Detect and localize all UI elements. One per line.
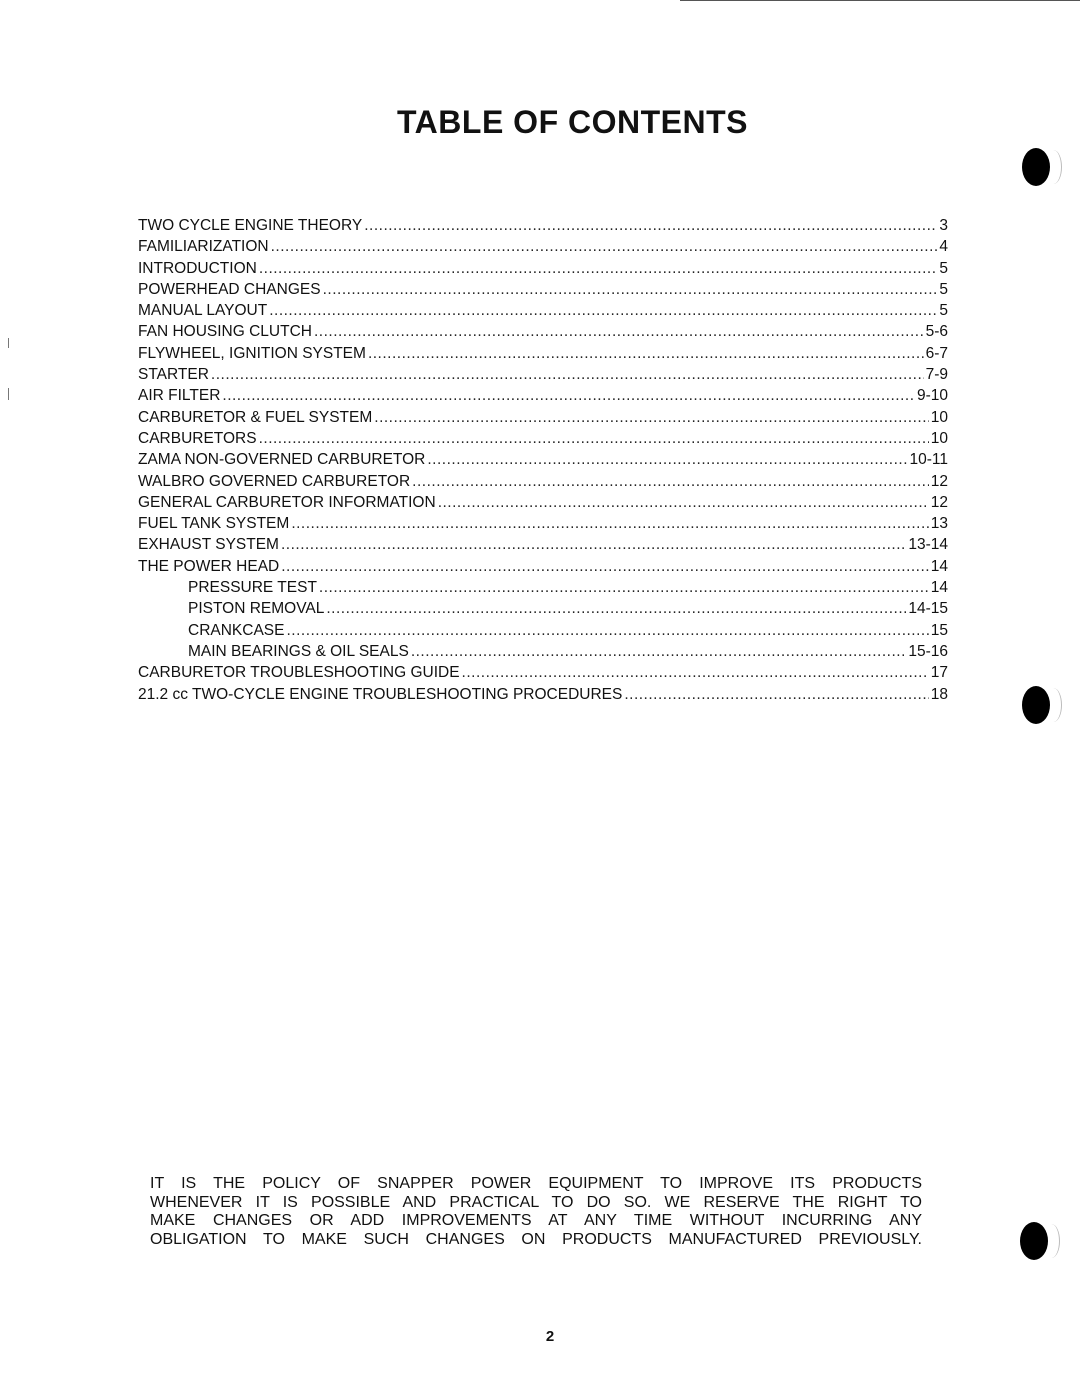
toc-dot-leader xyxy=(624,684,928,705)
toc-entry-label: GENERAL CARBURETOR INFORMATION xyxy=(138,493,436,511)
toc-entry xyxy=(138,471,948,492)
toc-entry-label: FAMILIARIZATION xyxy=(138,238,269,256)
toc-dot-leader xyxy=(222,385,915,406)
toc-dot-leader xyxy=(281,556,929,577)
toc-entry-page: 12 xyxy=(930,472,948,490)
toc-entry-page: 3 xyxy=(939,217,948,234)
toc-entry-label: POWERHEAD CHANGES xyxy=(138,280,321,298)
toc-entry xyxy=(138,449,948,470)
toc-entry-label: EXHAUST SYSTEM xyxy=(138,536,279,554)
scan-margin-mark xyxy=(8,388,9,400)
toc-entry xyxy=(138,662,948,683)
toc-entry-page: 5 xyxy=(939,280,948,298)
policy-line: MAKE CHANGES OR ADD IMPROVEMENTS AT ANY TIME WITHOUT INCURRING ANY xyxy=(150,1212,922,1229)
punch-hole-icon xyxy=(1022,148,1050,186)
toc-entry-label: FUEL TANK SYSTEM xyxy=(138,515,290,533)
toc-entry-page: 10 xyxy=(930,429,948,447)
toc-entry-label: INTRODUCTION xyxy=(138,259,257,277)
toc-dot-leader xyxy=(269,300,937,321)
toc-entry-page: 12 xyxy=(930,493,948,511)
toc-entry-page: 15-16 xyxy=(908,642,948,660)
toc-entry xyxy=(138,258,948,279)
toc-entry-page: 5-6 xyxy=(925,323,948,341)
toc-dot-leader xyxy=(462,662,929,683)
toc-entry xyxy=(138,556,948,577)
toc-dot-leader xyxy=(211,364,924,385)
toc-entry xyxy=(138,343,948,364)
toc-entry-page: 17 xyxy=(930,664,948,682)
toc-entry xyxy=(138,407,948,428)
toc-dot-leader xyxy=(259,428,929,449)
toc-dot-leader xyxy=(326,598,906,619)
toc-dot-leader xyxy=(364,215,937,236)
page-title: TABLE OF CONTENTS xyxy=(397,104,748,140)
punch-hole-icon xyxy=(1020,1222,1048,1260)
toc-dot-leader xyxy=(314,321,924,342)
toc-entry xyxy=(138,598,948,619)
toc-entry-page: 14-15 xyxy=(908,600,948,618)
toc-entry-label: CARBURETORS xyxy=(138,429,257,447)
toc-dot-leader xyxy=(271,236,938,257)
toc-dot-leader xyxy=(319,577,929,598)
toc-entry-page: 14 xyxy=(930,557,948,575)
toc-dot-leader xyxy=(291,513,928,534)
toc-entry-page: 14 xyxy=(930,579,948,597)
policy-line: OBLIGATION TO MAKE SUCH CHANGES ON PRODUCTS MANUFACTURED PREVIOUSLY. xyxy=(150,1230,922,1248)
policy-statement xyxy=(150,1175,922,1249)
toc-entry-page: 13 xyxy=(930,515,948,533)
toc-entry-page: 10 xyxy=(930,408,948,426)
toc-entry-page: 5 xyxy=(939,302,948,320)
top-edge-rule xyxy=(680,0,1080,1)
toc-entry xyxy=(138,385,948,406)
toc-dot-leader xyxy=(438,492,929,513)
toc-dot-leader xyxy=(323,279,938,300)
toc-entry-label: STARTER xyxy=(138,366,209,384)
toc-entry-page: 10-11 xyxy=(909,451,948,469)
toc-entry-label: TWO CYCLE ENGINE THEORY xyxy=(138,217,363,234)
toc-entry-label: CARBURETOR TROUBLESHOOTING GUIDE xyxy=(138,664,460,682)
toc-entry-label: MAIN BEARINGS & OIL SEALS xyxy=(188,642,409,660)
toc-entry xyxy=(138,428,948,449)
toc-entry-label: CARBURETOR & FUEL SYSTEM xyxy=(138,408,373,426)
toc-entry xyxy=(138,577,948,598)
toc-entry-label: PISTON REMOVAL xyxy=(188,600,325,618)
toc-entry-page: 4 xyxy=(939,238,948,256)
policy-line: IT IS THE POLICY OF SNAPPER POWER EQUIPMENT TO IMPROVE ITS PRODUCTS xyxy=(150,1175,922,1192)
table-of-contents xyxy=(138,215,948,705)
policy-line: WHENEVER IT IS POSSIBLE AND PRACTICAL TO DO SO. WE RESERVE THE RIGHT TO xyxy=(150,1193,922,1211)
toc-entry-page: 6-7 xyxy=(925,344,948,362)
toc-dot-leader xyxy=(374,407,928,428)
toc-entry-label: AIR FILTER xyxy=(138,387,221,405)
toc-dot-leader xyxy=(368,343,924,364)
toc-dot-leader xyxy=(412,471,929,492)
toc-entry xyxy=(138,513,948,534)
toc-entry-label: MANUAL LAYOUT xyxy=(138,302,268,320)
scan-margin-mark xyxy=(8,338,9,348)
toc-entry xyxy=(138,321,948,342)
toc-dot-leader xyxy=(259,258,938,279)
toc-entry xyxy=(138,215,948,236)
toc-dot-leader xyxy=(411,641,907,662)
toc-entry-page: 18 xyxy=(930,685,948,703)
toc-dot-leader xyxy=(286,620,928,641)
toc-dot-leader xyxy=(281,534,906,555)
toc-entry-label: CRANKCASE xyxy=(188,621,285,639)
page-number: 2 xyxy=(545,1328,555,1345)
toc-entry xyxy=(138,620,948,641)
toc-entry xyxy=(138,364,948,385)
toc-dot-leader xyxy=(427,449,907,470)
toc-entry-page: 15 xyxy=(930,621,948,639)
toc-entry xyxy=(138,236,948,257)
toc-entry-label: THE POWER HEAD xyxy=(138,557,280,575)
toc-entry-page: 5 xyxy=(939,259,948,277)
toc-entry-label: WALBRO GOVERNED CARBURETOR xyxy=(138,472,411,490)
toc-entry-label: ZAMA NON-GOVERNED CARBURETOR xyxy=(138,451,426,469)
punch-hole-icon xyxy=(1022,686,1050,724)
toc-entry-label: PRESSURE TEST xyxy=(188,579,317,597)
toc-entry-page: 7-9 xyxy=(925,366,948,384)
toc-entry-page: 13-14 xyxy=(908,536,948,554)
toc-entry-page: 9-10 xyxy=(916,387,948,405)
toc-entry-label: 21.2 cc TWO-CYCLE ENGINE TROUBLESHOOTING PROCEDURES xyxy=(138,685,623,703)
toc-entry xyxy=(138,300,948,321)
toc-entry xyxy=(138,641,948,662)
toc-entry-label: FLYWHEEL, IGNITION SYSTEM xyxy=(138,344,366,362)
toc-entry xyxy=(138,279,948,300)
toc-entry xyxy=(138,684,948,705)
toc-entry xyxy=(138,534,948,555)
toc-entry-label: FAN HOUSING CLUTCH xyxy=(138,323,312,341)
toc-entry xyxy=(138,492,948,513)
